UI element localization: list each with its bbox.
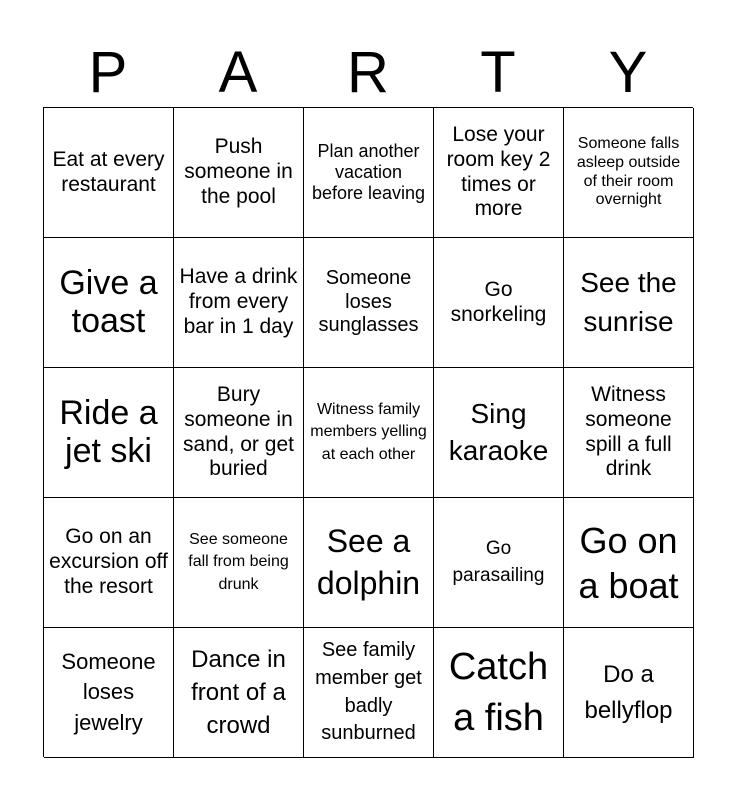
bingo-cell[interactable] bbox=[44, 108, 174, 238]
cell-text: Plan another vacation before leaving bbox=[311, 140, 426, 204]
header-letter-r: R bbox=[347, 40, 389, 105]
bingo-cell[interactable] bbox=[174, 238, 304, 368]
bingo-cell[interactable] bbox=[434, 368, 564, 498]
cell-text: Lose your room key 2 times or more bbox=[446, 122, 551, 221]
cell-text: Someone falls asleep outside of their room overnight bbox=[576, 134, 681, 209]
bingo-cell[interactable] bbox=[44, 368, 174, 498]
cell-text: Push someone in the pool bbox=[184, 135, 293, 208]
cell-text: Eat at every restaurant bbox=[52, 147, 165, 196]
bingo-cell[interactable] bbox=[434, 498, 564, 628]
cell-text: Give a toast bbox=[59, 264, 158, 340]
bingo-cell[interactable] bbox=[304, 238, 434, 368]
bingo-cell[interactable] bbox=[44, 238, 174, 368]
bingo-cell[interactable] bbox=[434, 628, 564, 758]
cell-text: Do a bellyflop bbox=[584, 660, 673, 724]
bingo-cell[interactable] bbox=[304, 368, 434, 498]
bingo-cell[interactable] bbox=[44, 628, 174, 758]
cell-text: Go parasailing bbox=[452, 537, 545, 586]
bingo-cell[interactable] bbox=[304, 498, 434, 628]
bingo-cell[interactable] bbox=[564, 238, 694, 368]
bingo-cell[interactable] bbox=[44, 498, 174, 628]
header-letter-a: A bbox=[218, 40, 258, 105]
header-letter-t: T bbox=[480, 40, 516, 105]
bingo-board bbox=[43, 107, 693, 757]
bingo-cell[interactable] bbox=[174, 628, 304, 758]
bingo-cell[interactable] bbox=[304, 628, 434, 758]
cell-text: Bury someone in sand, or get buried bbox=[183, 382, 294, 481]
cell-text: Someone loses jewelry bbox=[61, 648, 156, 735]
bingo-header bbox=[43, 40, 693, 106]
bingo-cell[interactable] bbox=[564, 368, 694, 498]
cell-text: See someone fall from being drunk bbox=[188, 530, 289, 593]
cell-text: Go on a boat bbox=[578, 519, 679, 606]
bingo-cell[interactable] bbox=[434, 238, 564, 368]
header-letter-p: P bbox=[88, 40, 128, 105]
bingo-cell[interactable] bbox=[564, 108, 694, 238]
bingo-cell[interactable] bbox=[564, 498, 694, 628]
cell-text: Ride a jet ski bbox=[59, 394, 158, 470]
header-letter-y: Y bbox=[608, 40, 648, 105]
cell-text: Go on an excursion off the resort bbox=[49, 525, 168, 598]
cell-text: Catch a fish bbox=[448, 645, 549, 739]
bingo-cell[interactable] bbox=[564, 628, 694, 758]
cell-text: Witness family members yelling at each other bbox=[310, 400, 427, 463]
cell-text: Witness someone spill a full drink bbox=[585, 382, 672, 481]
cell-text: See a dolphin bbox=[316, 522, 421, 601]
cell-text: See the sunrise bbox=[580, 266, 677, 337]
cell-text: Someone loses sunglasses bbox=[318, 267, 419, 337]
cell-text: Dance in front of a crowd bbox=[191, 645, 286, 740]
bingo-cell[interactable] bbox=[304, 108, 434, 238]
bingo-cell[interactable] bbox=[174, 368, 304, 498]
bingo-cell[interactable] bbox=[434, 108, 564, 238]
cell-text: Have a drink from every bar in 1 day bbox=[179, 265, 298, 338]
cell-text: Go snorkeling bbox=[450, 277, 547, 326]
bingo-cell[interactable] bbox=[174, 498, 304, 628]
cell-text: Sing karaoke bbox=[448, 398, 549, 466]
cell-text: See family member get badly sunburned bbox=[315, 639, 422, 745]
bingo-cell[interactable] bbox=[174, 108, 304, 238]
